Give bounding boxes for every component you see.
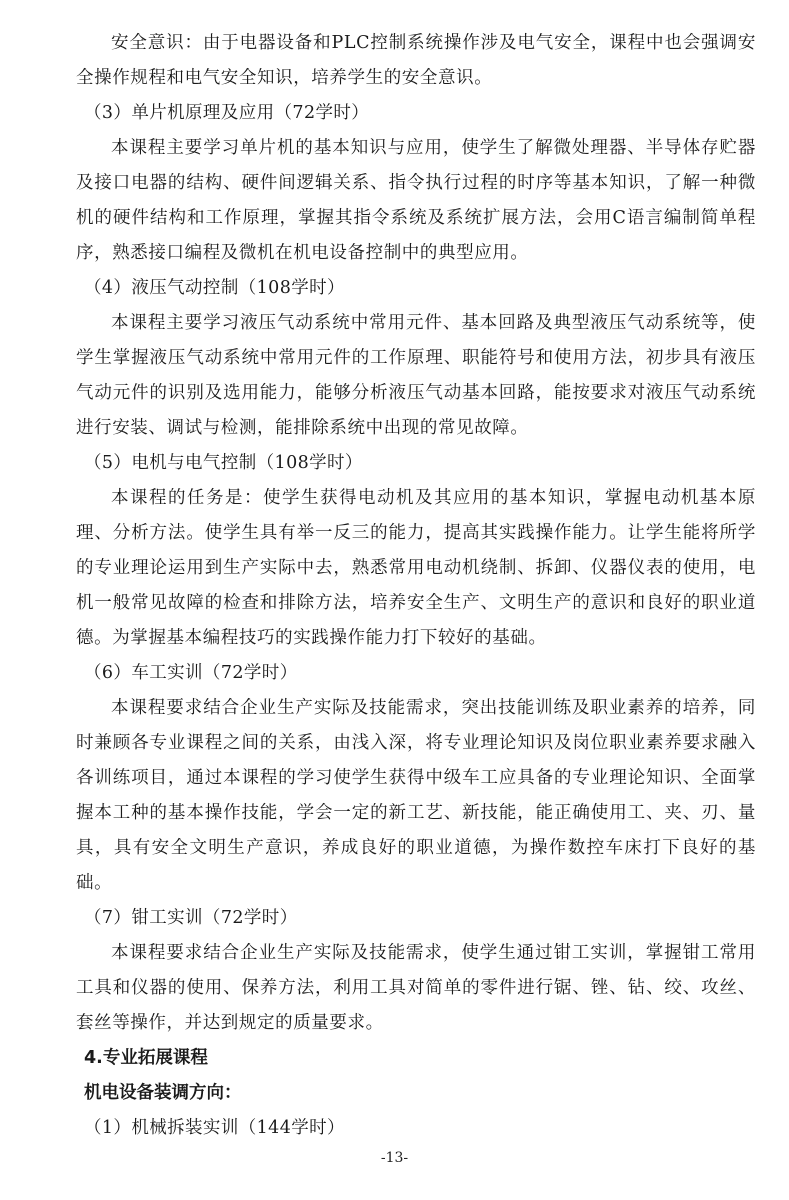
- section-subtitle: 机电设备装调方向：: [84, 1083, 242, 1103]
- course-heading-6: （6）车工实训（72学时）: [84, 663, 298, 683]
- course-heading-4: （4）液压气动控制（108学时）: [84, 278, 345, 298]
- page-number: -13-: [380, 1150, 409, 1166]
- course-heading-7: （7）钳工实训（72学时）: [84, 908, 298, 928]
- course-heading-3: （3）单片机原理及应用（72学时）: [84, 103, 370, 123]
- course-body-4: 本课程主要学习液压气动系统中常用元件、基本回路及典型液压气动系统等，使学生掌握液压气动系统中常用元件的工作原理、职能符号和使用方法，初步具有液压气动元件的识别及选用能力，能够分析液压气动基本回路，能按要求对液压气动系统进行安装、调试与检测，能排除系统中出现的常见故障。: [76, 313, 756, 438]
- course-body-3: 本课程主要学习单片机的基本知识与应用，使学生了解微处理器、半导体存贮器及接口电器的结构、硬件间逻辑关系、指令执行过程的时序等基本知识，了解一种微机的硬件结构和工作原理，掌握其指令系统及系统扩展方法，会用C语言编制简单程序，熟悉接口编程及微机在机电设备控制中的典型应用。: [76, 138, 756, 263]
- course-heading-5: （5）电机与电气控制（108学时）: [84, 453, 363, 473]
- course-body-5: 本课程的任务是：使学生获得电动机及其应用的基本知识，掌握电动机基本原理、分析方法。使学生具有举一反三的能力，提高其实践操作能力。让学生能将所学的专业理论运用到生产实际中去，熟悉常用电动机绕制、拆卸、仪器仪表的使用，电机一般常见故障的检查和排除方法，培养安全生产、文明生产的意识和良好的职业道德。为掌握基本编程技巧的实践操作能力打下较好的基础。: [76, 488, 756, 648]
- document-page: [76, 26, 756, 1146]
- course-body-7: 本课程要求结合企业生产实际及技能需求，使学生通过钳工实训，掌握钳工常用工具和仪器的使用、保养方法，利用工具对简单的零件进行锯、锉、钻、绞、攻丝、套丝等操作，并达到规定的质量要求。: [76, 943, 756, 1033]
- course-body-6: 本课程要求结合企业生产实际及技能需求，突出技能训练及职业素养的培养，同时兼顾各专业课程之间的关系，由浅入深，将专业理论知识及岗位职业素养要求融入各训练项目，通过本课程的学习使学生获得中级车工应具备的专业理论知识、全面掌握本工种的基本操作技能，学会一定的新工艺、新技能，能正确使用工、夹、刃、量具，具有安全文明生产意识，养成良好的职业道德，为操作数控车床打下良好的基础。: [76, 698, 756, 893]
- safety-paragraph: 安全意识：由于电器设备和PLC控制系统操作涉及电气安全，课程中也会强调安全操作规程和电气安全知识，培养学生的安全意识。: [76, 33, 756, 88]
- section-title: 4.专业拓展课程: [84, 1048, 208, 1068]
- course-heading-extension-1: （1）机械拆装实训（144学时）: [84, 1118, 345, 1138]
